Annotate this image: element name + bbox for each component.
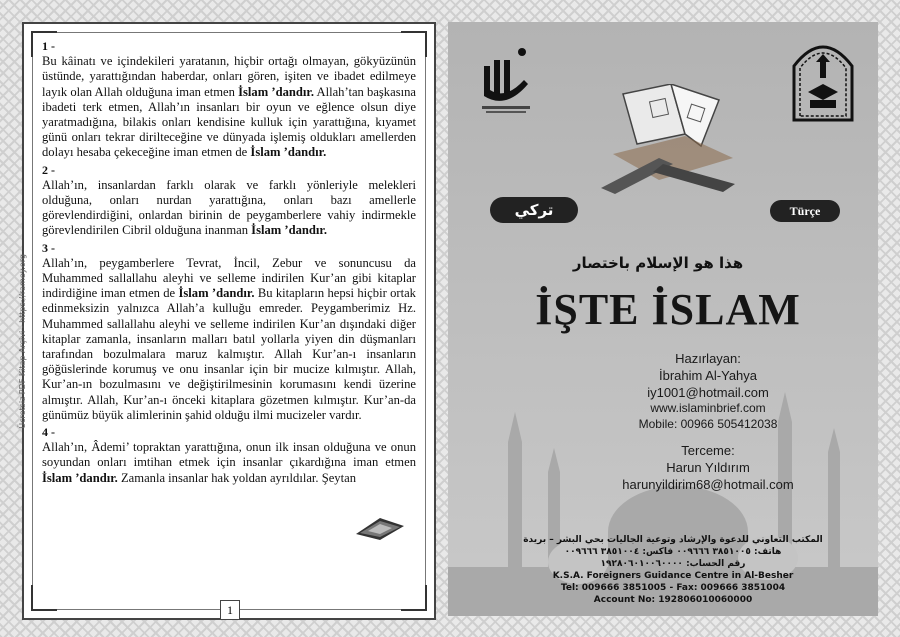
mobile-number: Mobile: 00966 505412038 [638, 417, 778, 431]
body-text [42, 38, 416, 488]
ornament-corner [401, 585, 427, 611]
side-note: Ücretsiz PDF Kitap Arşivi - https://ramey.org [18, 254, 27, 429]
author-block [598, 350, 818, 401]
paragraph [42, 440, 416, 486]
section-number: 1 - [42, 39, 55, 53]
office-arabic: المكتب التعاوني للدعوة والإرشاد وتوعية الجاليات بحي البشر – بريدة [523, 535, 823, 545]
paragraph [42, 256, 416, 423]
website-link[interactable]: www.islaminbrief.com [650, 401, 766, 415]
left-page [18, 22, 436, 620]
emphasis: İslam ’dandır. [238, 84, 314, 99]
paragraph [42, 178, 416, 239]
ministry-emblem-icon [788, 32, 858, 122]
paragraph-text: Zamanla insanlar hak yoldan ayrıldılar. Şeytan [120, 470, 356, 485]
arabic-title: هذا هو الإسلام باختصار [572, 254, 744, 272]
ornament-corner [31, 585, 57, 611]
paragraph-text: Bu kitapların hepsi hiçbir ortak edinmeksizin yalnızca Allah’a kulluğu emreder. Peygamberimiz Hz. Muhammed sallallahu aleyhi ve selleme indirilen Kur’an dışındaki diğer kitaplar zamanla, insanların malları batıl yollarla yiyen din düşmanları tarafından bozulmalara maruz kalmıştır. Allah Kur’an-ı insanların göğüslerinde korumuş ve onu insanlar için bir mucize kılmıştır. Allah, Kur’an-ın bozulmasını ve değiştirilmesinin korumasını kendi üzerine almıştır. Allah, Kur’an-ı önceki kitaplara gözetmen kılmıştır. Kur’an-da günümüz büyük alimlerinin şahid olduğu ilmi mucizeler vardır. [42, 286, 416, 422]
section-number: 3 - [42, 240, 55, 255]
translator-name: Harun Yıldırım [666, 460, 750, 475]
paragraph-text: Allah’ın, insanlardan farklı olarak ve farklı yönleriyle melekleri olduğuna, onları nurdan yarattığına, onları bazı amellerle görevlendirdiğini, onlardan birinin de peygamberlere vahiy indirmekle görevlendirilen Cibril olduğuna inanman [42, 177, 416, 238]
paragraph-text: Allah’tan başkasına ibadeti terk etmen, Allah’ın insanları bir oyun ve eğlence olsun diye yaratmadığına, bilakis onları kendisine kulluk için yarattığına, kıyamet günü onları tekrar dirilteceğine ve dünyada işlemiş oldukları amellerden dolayı hesaba çekeceğine iman etmen de [42, 84, 416, 160]
cover-page [448, 22, 878, 616]
section-number: 4 - [42, 425, 55, 440]
paragraph-text: Bu kâinatı ve içindekileri yaratanın, hiçbir ortağı olmayan, gökyüzünün üstünde, yarattığından haberdar, onları gören, işiten ve ibadet edilmeye layık olan Allah olduğuna iman etmen [42, 54, 416, 99]
tel-fax: Tel: 009666 3851005 - Fax: 009666 3851004 [560, 583, 786, 593]
phone-arabic: هاتف: ٣٨٥١٠٠٥ ٠٠٩٦٦٦ فاكس: ٣٨٥١٠٠٤ ٠٠٩٦٦٦ [564, 547, 782, 557]
paragraph-text: Allah’ın, peygamberlere Tevrat, İncil, Zebur ve sonuncusu da Muhammed sallallahu aleyhi ve selleme indirilen Kur’an gibi kitaplar indirdiğine iman etmen de [42, 255, 416, 301]
account-arabic: رقم الحساب: ١٩٢٨٠٦٠١٠٠٦٠٠٠٠ [600, 559, 746, 569]
office-english: K.S.A. Foreigners Guidance Centre in Al-Besher [552, 571, 794, 581]
translator-block [598, 442, 818, 493]
paragraph [42, 54, 416, 160]
author-name: İbrahim Al-Yahya [658, 368, 758, 383]
emphasis: İslam ’dandır. [251, 223, 327, 238]
emphasis: İslam ’dandır. [250, 145, 327, 160]
emphasis: İslam ’dandır. [42, 470, 118, 485]
quran-book-icon [354, 514, 406, 542]
account-number: Account No: 192806010060000 [593, 595, 753, 605]
quran-stand-illustration [593, 84, 743, 194]
prepared-label: Hazırlayan: [675, 351, 741, 366]
page-number: 1 [220, 600, 240, 620]
translation-label: Terceme: [681, 443, 735, 458]
cover-title: İŞTE İSLAM [535, 285, 801, 334]
allah-calligraphy-logo-icon [478, 44, 534, 116]
contact-block [598, 400, 818, 432]
section-number: 2 - [42, 162, 55, 177]
paragraph-text: Allah’ın, Âdemi’ topraktan yarattığına, onun ilk insan olduğuna ve onun soyundan onları imtihan etmek için insanlar çıkardığına iman etmen [42, 440, 416, 470]
translator-email: harunyildirim68@hotmail.com [622, 477, 794, 492]
language-badge-arabic: تركي [490, 197, 578, 223]
author-email: iy1001@hotmail.com [647, 385, 769, 400]
language-badge-turkish: Türçe [770, 200, 840, 222]
publisher-block [488, 534, 858, 606]
emphasis: İslam ’dandır. [178, 286, 255, 301]
